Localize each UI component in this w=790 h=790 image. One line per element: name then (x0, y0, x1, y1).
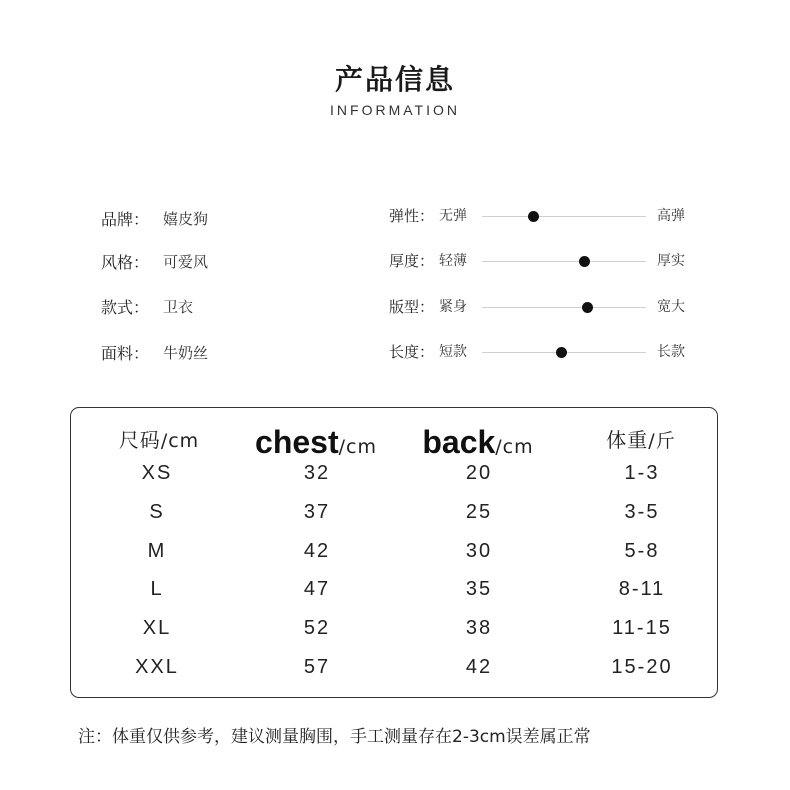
page-subtitle: INFORMATION (330, 102, 460, 118)
scale-label: 厚度： (389, 252, 435, 270)
table-cell: 42 (303, 539, 331, 562)
scale-track (482, 307, 646, 308)
table-cell: 57 (303, 656, 331, 678)
attribute-label: 面料： (101, 343, 150, 363)
header-unit: /cm (160, 430, 200, 452)
scale-track (482, 216, 646, 217)
scale-indicator-dot (556, 347, 567, 358)
table-cell: 5-8 (624, 539, 660, 562)
attribute-value: 卫衣 (163, 297, 194, 316)
footnote: 注：体重仅供参考，建议测量胸围，手工测量存在2-3cm误差属正常 (78, 727, 591, 747)
table-cell: 15-20 (611, 656, 673, 678)
table-cell: XL (142, 617, 172, 640)
table-cell: 32 (303, 462, 331, 484)
scale-low-label: 紧身 (439, 299, 467, 315)
table-cell: 42 (465, 656, 493, 678)
table-cell: 47 (303, 578, 331, 601)
scale-low-label: 无弹 (439, 208, 467, 224)
table-cell: 35 (465, 578, 493, 601)
header-unit: /斤 (648, 430, 676, 452)
attribute-row-fabric (101, 340, 208, 364)
scale-low-label: 短款 (439, 344, 467, 360)
attribute-label: 款式： (101, 297, 150, 317)
header-unit: /cm (338, 436, 377, 458)
scale-label: 版型： (389, 298, 435, 316)
scale-high-label: 高弹 (657, 208, 685, 224)
scale-track (482, 261, 646, 262)
table-cell: 37 (303, 500, 331, 523)
size-header-size (89, 424, 229, 464)
header-main: back (422, 424, 496, 460)
table-cell: 52 (303, 617, 331, 640)
table-cell: L (150, 578, 164, 601)
scale-label: 长度： (389, 343, 435, 361)
scale-low-label: 轻薄 (439, 253, 467, 269)
size-header-back (383, 424, 573, 464)
scale-row-thickness (389, 249, 699, 273)
scale-indicator-dot (582, 302, 593, 313)
scale-high-label: 宽大 (657, 299, 685, 315)
table-cell: 38 (465, 617, 493, 640)
scale-label: 弹性： (389, 207, 435, 225)
table-cell: XS (141, 462, 173, 484)
table-cell: XXL (135, 656, 179, 678)
attribute-label: 风格： (101, 252, 150, 272)
table-cell: 25 (465, 500, 493, 523)
table-cell: S (149, 500, 165, 523)
scale-row-fit (389, 295, 699, 319)
scale-row-length (389, 340, 699, 364)
header-main: 尺码 (118, 428, 161, 452)
scale-indicator-dot (528, 211, 539, 222)
attribute-label: 品牌： (101, 209, 150, 229)
table-cell: 3-5 (624, 500, 660, 523)
table-cell: 11-15 (612, 617, 672, 640)
attribute-value: 嬉皮狗 (163, 209, 209, 228)
header-main: chest (255, 424, 339, 460)
attribute-row-type (101, 294, 193, 318)
table-cell: 30 (465, 539, 493, 562)
table-cell: M (147, 539, 167, 562)
size-table (70, 407, 718, 698)
scale-high-label: 厚实 (657, 253, 685, 269)
scale-indicator-dot (579, 256, 590, 267)
table-cell: 20 (465, 462, 493, 484)
scale-high-label: 长款 (657, 344, 685, 360)
size-header-weight (571, 424, 711, 464)
scale-row-elasticity (389, 204, 699, 228)
header-unit: /cm (495, 436, 534, 458)
page-title: 产品信息 (334, 63, 455, 96)
attribute-value: 牛奶丝 (163, 343, 209, 362)
table-cell: 1-3 (624, 462, 660, 484)
attribute-row-brand (101, 206, 208, 230)
attribute-value: 可爱风 (163, 252, 209, 271)
header-main: 体重 (606, 428, 649, 452)
table-cell: 8-11 (618, 578, 666, 601)
attribute-row-style (101, 249, 208, 273)
